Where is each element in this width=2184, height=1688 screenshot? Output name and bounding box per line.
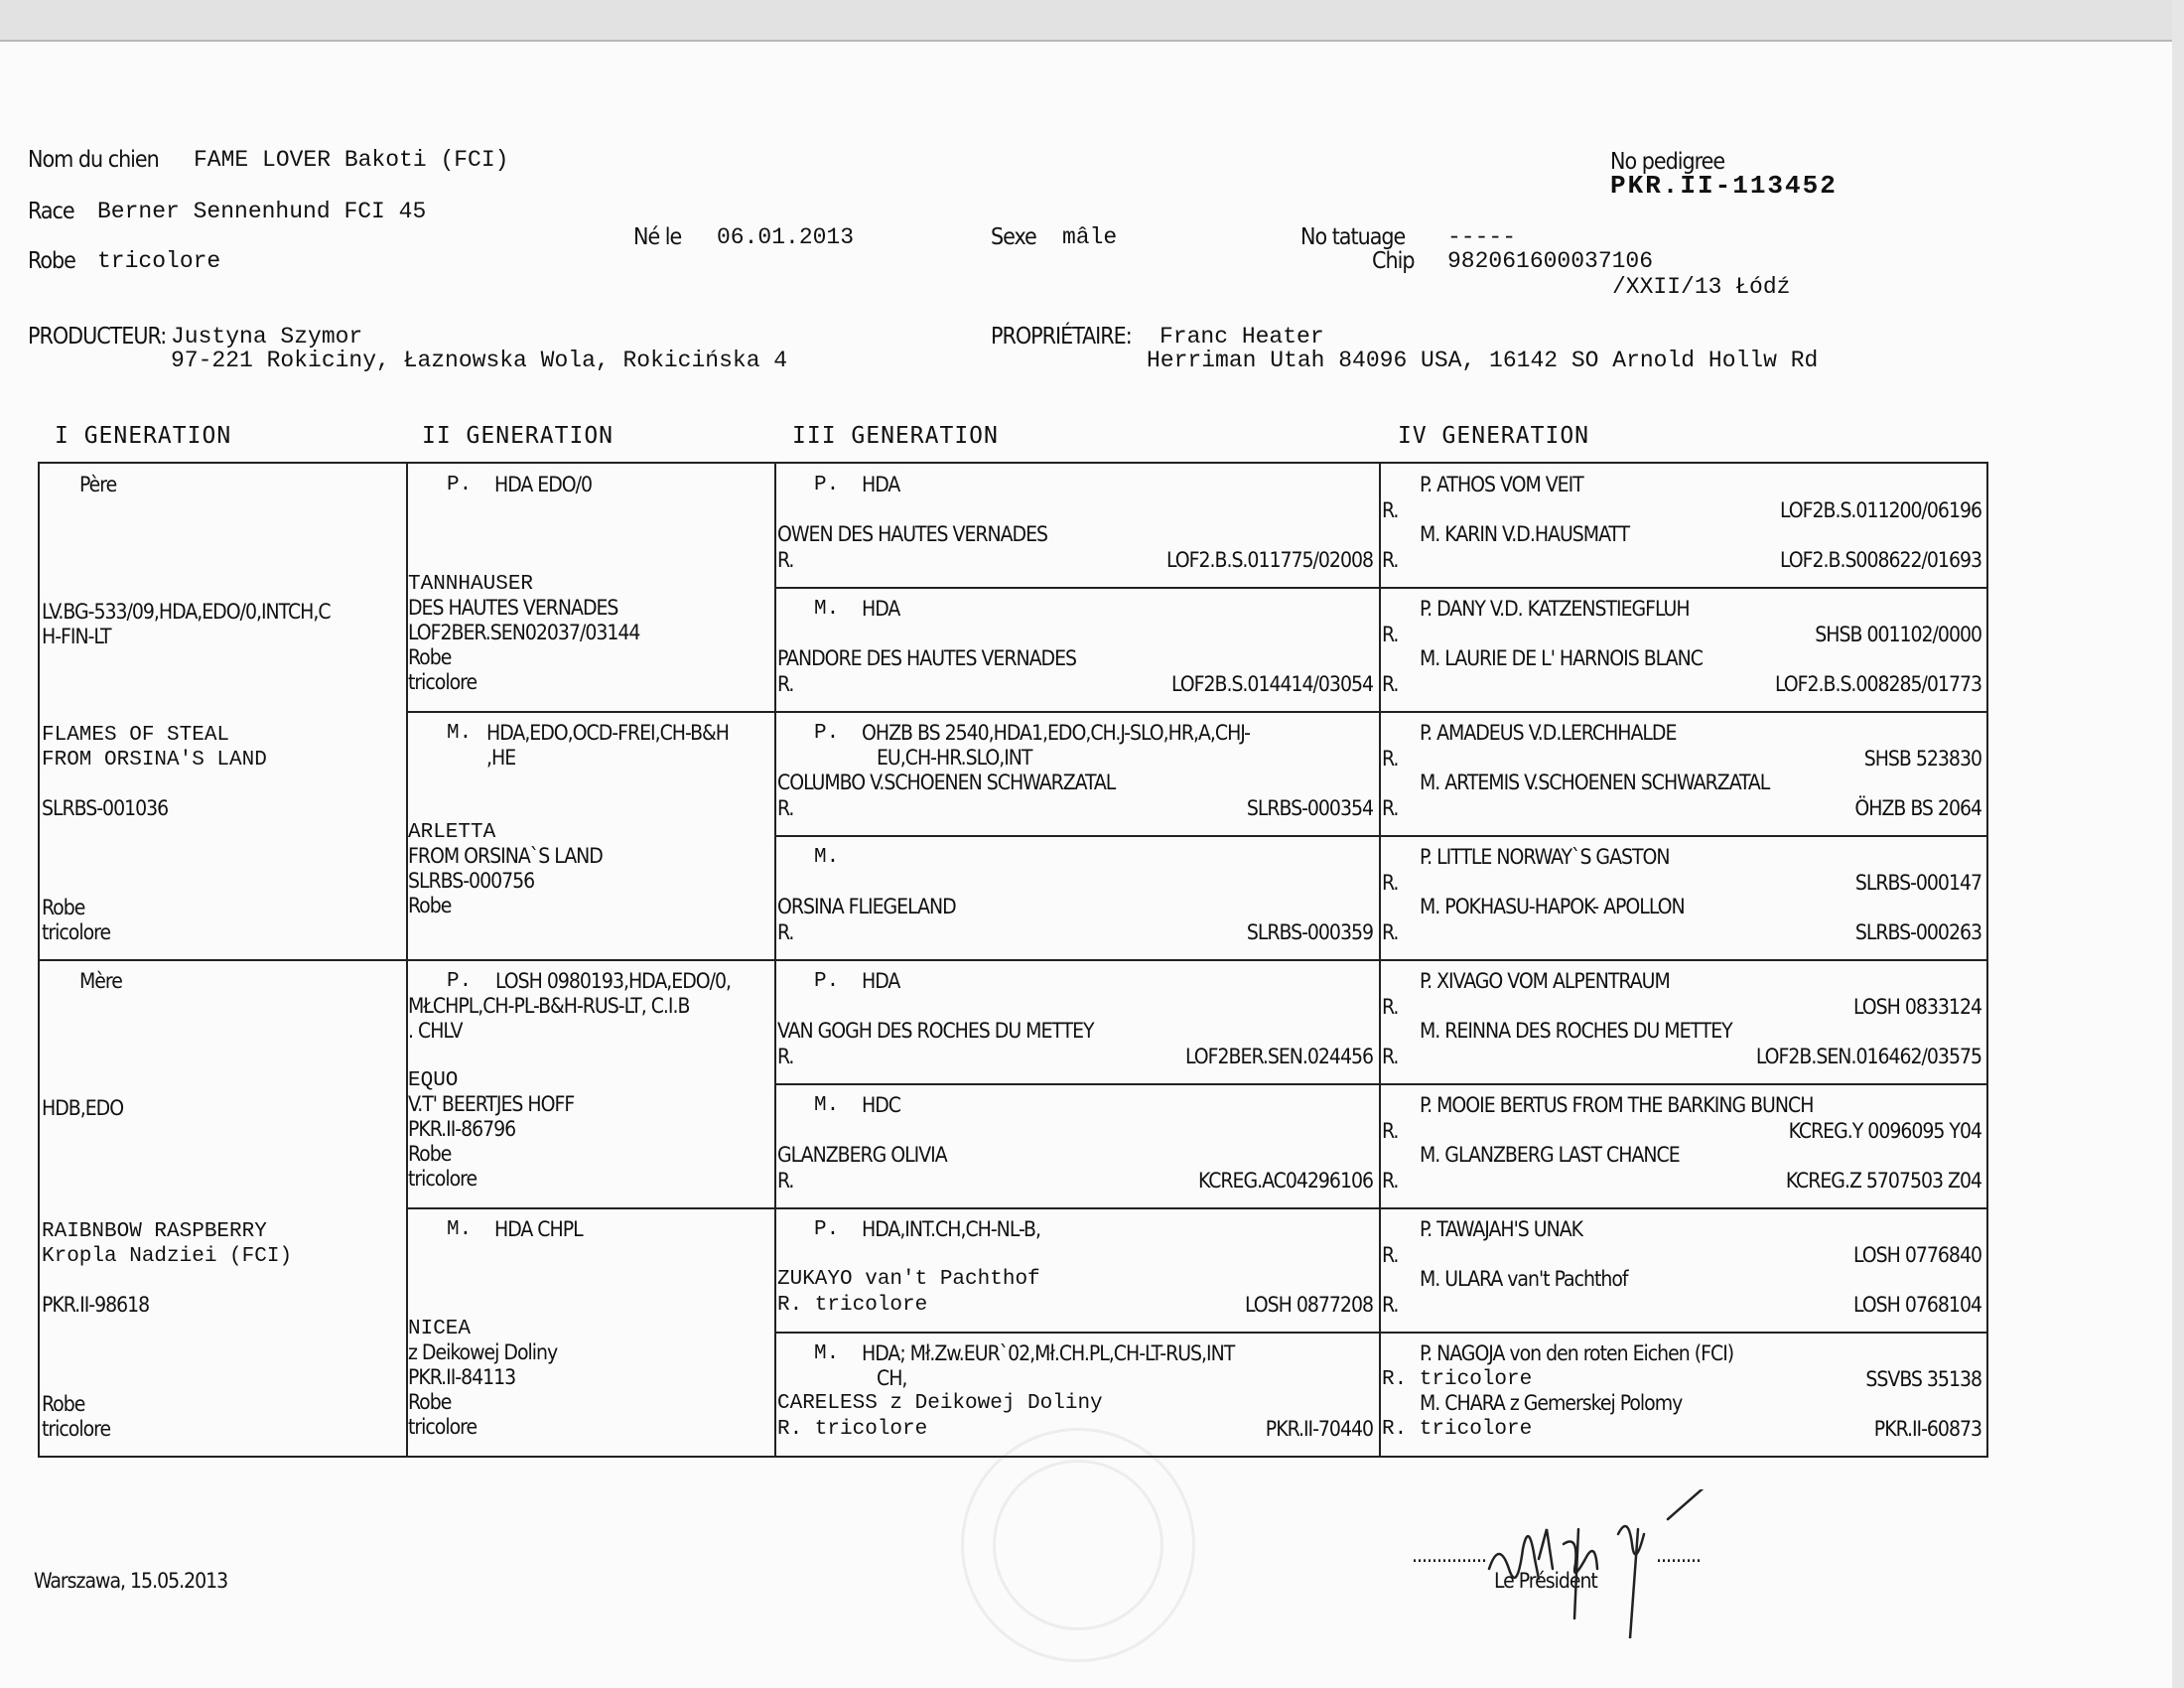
g2-titles: HDA,EDO,OCD-FREI,CH-B&H ,HE xyxy=(486,721,729,770)
sire-role: Père xyxy=(79,473,117,496)
g3-r: R. xyxy=(777,796,794,820)
row-divider xyxy=(40,959,1988,961)
g3-reg: SLRBS-000354 xyxy=(1246,796,1373,820)
g4-dam-reg: LOF2.B.S.008285/01773 xyxy=(1774,672,1981,696)
registry-line: /XXII/13 Łódź xyxy=(1612,274,1791,300)
g3-name: PANDORE DES HAUTES VERNADES xyxy=(777,646,1077,670)
signature-dots-right: ......... xyxy=(1656,1543,1701,1567)
gen-heading-3: III GENERATION xyxy=(792,423,999,449)
signature-dots: ............... xyxy=(1412,1543,1486,1567)
g4-sire-reg: KCREG.Y 0096095 Y04 xyxy=(1788,1119,1981,1143)
g2-name: EQUO xyxy=(408,1069,459,1092)
g4-sire-reg: SSVBS 35138 xyxy=(1865,1367,1981,1391)
g4-dam: M. POKHASU-HAPOK- APOLLON xyxy=(1420,895,1685,918)
g3-r: R. tricolore xyxy=(777,1418,928,1441)
g3-name: VAN GOGH DES ROCHES DU METTEY xyxy=(777,1019,1094,1043)
owner-address: Herriman Utah 84096 USA, 16142 SO Arnold Hollw Rd xyxy=(1147,348,1819,373)
g4-dam-r: R. xyxy=(1382,672,1399,696)
g2-titles: LOSH 0980193,HDA,EDO/0, MŁCHPL,CH-PL-B&H-RUS-LT, C.I.B . CHLV xyxy=(408,969,732,1043)
g4-dam-reg: KCREG.Z 5707503 Z04 xyxy=(1785,1169,1981,1193)
g3-r: R. xyxy=(777,548,794,572)
dog-name-value: FAME LOVER Bakoti (FCI) xyxy=(194,147,509,173)
g4-sire: P. ATHOS VOM VEIT xyxy=(1420,473,1583,496)
g4-sire: P. TAWAJAH'S UNAK xyxy=(1420,1217,1583,1241)
g3-role: P. xyxy=(814,474,840,496)
g3-role: M. xyxy=(814,1094,840,1117)
tattoo-label: No tatuage xyxy=(1300,224,1406,250)
dam-robe: Robe tricolore xyxy=(42,1392,111,1441)
g4-sire: P. AMADEUS V.D.LERCHHALDE xyxy=(1420,721,1677,745)
g3-titles: HDC xyxy=(862,1093,900,1117)
g2-role: P. xyxy=(447,474,473,496)
robe-label: Robe xyxy=(28,248,75,274)
g3-reg: LOF2BER.SEN.024456 xyxy=(1185,1045,1373,1068)
g2-detail: z Deikowej Doliny PKR.II-84113 Robe tricolore xyxy=(408,1340,558,1439)
g2-name: NICEA xyxy=(408,1318,472,1340)
g4-sire-r: R. xyxy=(1382,871,1399,895)
g3-reg: LOSH 0877208 xyxy=(1245,1293,1373,1317)
g3-name: ZUKAYO van't Pachthof xyxy=(777,1268,1040,1291)
g4-sire-reg: LOSH 0776840 xyxy=(1853,1243,1981,1267)
born-label: Né le xyxy=(633,224,682,250)
g3-role: M. xyxy=(814,1342,840,1365)
g4-dam: M. ARTEMIS V.SCHOENEN SCHWARZATAL xyxy=(1420,771,1770,794)
g3-role: P. xyxy=(814,1218,840,1241)
row-divider xyxy=(774,1332,1988,1334)
g4-sire: P. DANY V.D. KATZENSTIEGFLUH xyxy=(1420,597,1690,621)
row-divider xyxy=(406,711,1988,713)
g4-dam-r: R. xyxy=(1382,920,1399,944)
g3-titles: HDA; Mł.Zw.EUR`02,Mł.CH.PL,CH-LT-RUS,INT CH, xyxy=(862,1341,1235,1390)
g3-role: M. xyxy=(814,598,840,621)
scan-top-edge xyxy=(0,0,2184,42)
g2-role: P. xyxy=(447,970,473,993)
g4-sire: P. LITTLE NORWAY`S GASTON xyxy=(1420,845,1670,869)
sex-value: mâle xyxy=(1062,224,1118,250)
sire-titles: LV.BG-533/09,HDA,EDO/0,INTCH,C H-FIN-LT xyxy=(42,600,331,648)
row-divider xyxy=(774,835,1988,837)
g4-dam: M. REINNA DES ROCHES DU METTEY xyxy=(1420,1019,1732,1043)
dog-name-label: Nom du chien xyxy=(28,147,159,173)
g3-r: R. xyxy=(777,1169,794,1193)
g3-titles: HDA,INT.CH,CH-NL-B, xyxy=(862,1217,1040,1241)
g4-sire-reg: SHSB 523830 xyxy=(1863,747,1981,771)
g3-reg: LOF2B.S.014414/03054 xyxy=(1170,672,1373,696)
g2-titles: HDA CHPL xyxy=(494,1217,583,1241)
race-value: Berner Sennenhund FCI 45 xyxy=(97,199,427,224)
g3-r: R. xyxy=(777,920,794,944)
born-value: 06.01.2013 xyxy=(717,224,855,250)
g3-titles: OHZB BS 2540,HDA1,EDO,CH.J-SLO,HR,A,CHJ- EU,CH-HR.SLO,INT xyxy=(862,721,1250,770)
g2-name: TANNHAUSER xyxy=(408,573,534,596)
g4-dam: M. KARIN V.D.HAUSMATT xyxy=(1420,522,1630,546)
g4-dam: M. LAURIE DE L' HARNOIS BLANC xyxy=(1420,646,1703,670)
sire-reg: SLRBS-001036 xyxy=(42,796,169,820)
g4-dam-r: R. xyxy=(1382,1169,1399,1193)
faint-stamp-inner xyxy=(993,1460,1163,1630)
president-label: Le Président xyxy=(1494,1569,1597,1593)
g4-dam-reg: LOSH 0768104 xyxy=(1853,1293,1981,1317)
g4-dam: M. ULARA van't Pachthof xyxy=(1420,1267,1628,1291)
g4-sire-r: R. tricolore xyxy=(1382,1368,1533,1391)
g3-r: R. tricolore xyxy=(777,1294,928,1317)
g4-dam: M. GLANZBERG LAST CHANCE xyxy=(1420,1143,1680,1167)
g4-sire-r: R. xyxy=(1382,995,1399,1019)
g4-sire-reg: SLRBS-000147 xyxy=(1854,871,1981,895)
g4-dam: M. CHARA z Gemerskej Polomy xyxy=(1420,1391,1683,1415)
g3-name: ORSINA FLIEGELAND xyxy=(777,895,956,918)
g4-dam-reg: SLRBS-000263 xyxy=(1854,920,1981,944)
g3-r: R. xyxy=(777,672,794,696)
gen-heading-2: II GENERATION xyxy=(422,423,614,449)
g2-detail: FROM ORSINA`S LAND SLRBS-000756 Robe xyxy=(408,844,603,917)
g3-reg: PKR.II-70440 xyxy=(1265,1417,1373,1441)
g4-dam-r: R. xyxy=(1382,1045,1399,1068)
dam-role: Mère xyxy=(79,969,122,993)
pedigree-number: PKR.II-113452 xyxy=(1610,171,1838,201)
scan-right-edge xyxy=(2172,0,2184,1688)
g4-dam-reg: PKR.II-60873 xyxy=(1873,1417,1981,1441)
g4-dam-r: R. tricolore xyxy=(1382,1418,1533,1441)
producer-name: Justyna Szymor xyxy=(171,324,363,350)
g4-sire-r: R. xyxy=(1382,1243,1399,1267)
g4-sire-reg: LOSH 0833124 xyxy=(1853,995,1981,1019)
sire-robe: Robe tricolore xyxy=(42,896,111,944)
gen-heading-4: IV GENERATION xyxy=(1398,423,1590,449)
g3-role: M. xyxy=(814,846,840,869)
g4-sire-reg: SHSB 001102/0000 xyxy=(1815,623,1981,646)
g4-sire: P. NAGOJA von den roten Eichen (FCI) xyxy=(1420,1341,1734,1365)
sire-name: FLAMES OF STEAL FROM ORSINA'S LAND xyxy=(42,724,267,772)
dam-reg: PKR.II-98618 xyxy=(42,1293,150,1317)
g3-r: R. xyxy=(777,1045,794,1068)
row-divider xyxy=(406,1207,1988,1209)
pedigree-label: No pedigree xyxy=(1610,149,1725,175)
handwritten-signature xyxy=(1469,1489,1767,1638)
g3-role: P. xyxy=(814,970,840,993)
producer-label: PRODUCTEUR: xyxy=(28,324,167,350)
robe-value: tricolore xyxy=(97,248,221,274)
g4-dam-reg: ÖHZB BS 2064 xyxy=(1854,796,1981,820)
g3-name: COLUMBO V.SCHOENEN SCHWARZATAL xyxy=(777,771,1116,794)
race-label: Race xyxy=(28,199,74,224)
g4-sire-r: R. xyxy=(1382,1119,1399,1143)
sex-label: Sexe xyxy=(991,224,1036,250)
g2-titles: HDA EDO/0 xyxy=(494,473,593,496)
g3-titles: HDA xyxy=(862,597,900,621)
g2-role: M. xyxy=(447,1218,473,1241)
owner-name: Franc Heater xyxy=(1160,324,1324,350)
g2-name: ARLETTA xyxy=(408,821,496,844)
g3-titles: HDA xyxy=(862,969,900,993)
g4-sire: P. XIVAGO VOM ALPENTRAUM xyxy=(1420,969,1670,993)
g4-sire-r: R. xyxy=(1382,747,1399,771)
dam-titles: HDB,EDO xyxy=(42,1096,124,1120)
g3-name: OWEN DES HAUTES VERNADES xyxy=(777,522,1048,546)
g3-reg: LOF2.B.S.011775/02008 xyxy=(1165,548,1373,572)
g3-titles: HDA xyxy=(862,473,900,496)
gen-heading-1: I GENERATION xyxy=(55,423,232,449)
g4-dam-r: R. xyxy=(1382,1293,1399,1317)
g3-reg: KCREG.AC04296106 xyxy=(1197,1169,1373,1193)
row-divider xyxy=(774,587,1988,589)
g4-dam-r: R. xyxy=(1382,548,1399,572)
g2-detail: V.T' BEERTJES HOFF PKR.II-86796 Robe tricolore xyxy=(408,1092,575,1191)
g3-role: P. xyxy=(814,722,840,745)
g4-dam-reg: LOF2B.SEN.016462/03575 xyxy=(1755,1045,1981,1068)
g4-sire: P. MOOIE BERTUS FROM THE BARKING BUNCH xyxy=(1420,1093,1814,1117)
g2-detail: DES HAUTES VERNADES LOF2BER.SEN02037/03144 Robe tricolore xyxy=(408,596,640,694)
tattoo-value: ----- xyxy=(1447,224,1517,250)
g3-name: CARELESS z Deikowej Doliny xyxy=(777,1392,1103,1415)
g3-name: GLANZBERG OLIVIA xyxy=(777,1143,947,1167)
place-date: Warszawa, 15.05.2013 xyxy=(34,1569,228,1593)
g2-role: M. xyxy=(447,722,473,745)
chip-label: Chip xyxy=(1372,248,1415,274)
g3-reg: SLRBS-000359 xyxy=(1246,920,1373,944)
g4-dam-reg: LOF2.B.S008622/01693 xyxy=(1779,548,1981,572)
g4-sire-r: R. xyxy=(1382,498,1399,522)
g4-sire-r: R. xyxy=(1382,623,1399,646)
g4-dam-r: R. xyxy=(1382,796,1399,820)
owner-label: PROPRIÉTAIRE: xyxy=(991,324,1132,350)
row-divider xyxy=(774,1083,1988,1085)
chip-value: 982061600037106 xyxy=(1447,248,1654,274)
producer-address: 97-221 Rokiciny, Łaznowska Wola, Rokicińska 4 xyxy=(171,348,788,373)
g4-sire-reg: LOF2B.S.011200/06196 xyxy=(1779,498,1981,522)
dam-name: RAIBNBOW RASPBERRY Kropla Nadziei (FCI) xyxy=(42,1220,293,1268)
